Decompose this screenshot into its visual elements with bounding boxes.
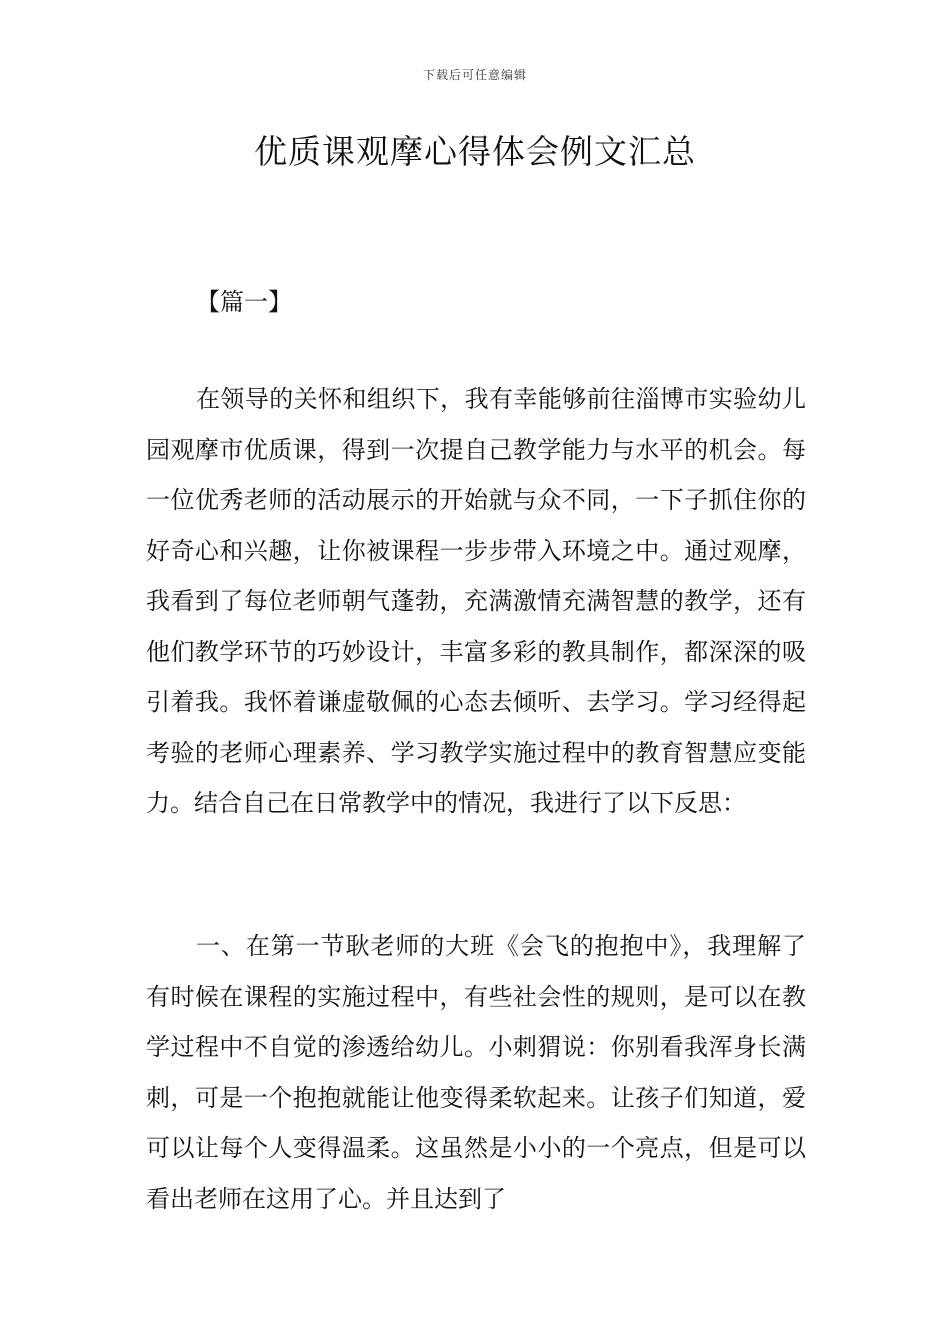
document-title: 优质课观摩心得体会例文汇总 <box>254 132 696 171</box>
body-paragraph-1: 在领导的关怀和组织下，我有幸能够前往淄博市实验幼儿园观摩市优质课，得到一次提自己教学能力与水平的机会。每一位优秀老师的活动展示的开始就与众不同，一下子抓住你的好奇心和兴趣，让你被课程一步步带入环境之中。通过观摩，我看到了每位老师朝气蓬勃，充满激情充满智慧的教学，还有他们教学环节的巧妙设计，丰富多彩的教具制作，都深深的吸引着我。我怀着谦虚敬佩的心态去倾听、去学习。学习经得起考验的老师心理素养、学习教学实施过程中的教育智慧应变能力。结合自己在日常教学中的情况，我进行了以下反思： <box>146 385 806 817</box>
header-note: 下载后可任意编辑 <box>422 68 527 82</box>
section-label: 【篇一】 <box>196 288 292 316</box>
body-paragraph-2: 一、在第一节耿老师的大班《会飞的抱抱中》，我理解了有时候在课程的实施过程中，有些社会性的规则，是可以在教学过程中不自觉的渗透给幼儿。小刺猬说：你别看我浑身长满刺，可是一个抱抱就能让他变得柔软起来。让孩子们知道，爱可以让每个人变得温柔。这虽然是小小的一个亮点，但是可以看出老师在这用了心。并且达到了 <box>146 932 806 1213</box>
